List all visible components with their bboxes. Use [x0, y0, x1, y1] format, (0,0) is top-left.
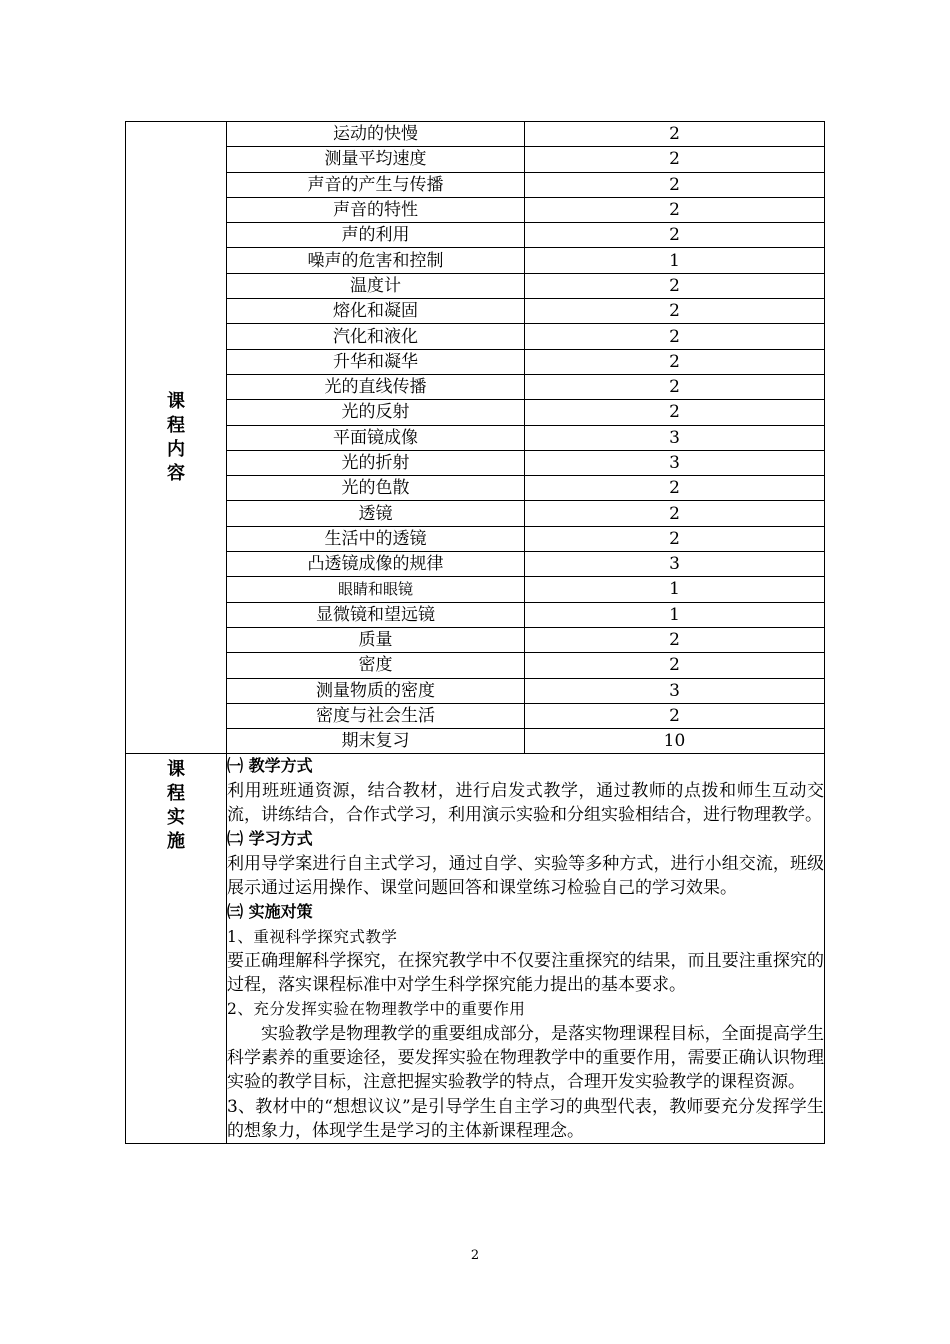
strategy-2-title: 2、充分发挥实验在物理教学中的重要作用: [227, 1000, 526, 1019]
table-row: [227, 678, 824, 703]
lesson-topic: 生活中的透镜: [227, 526, 525, 551]
table-row: [227, 248, 824, 273]
label-char: 实: [167, 807, 185, 829]
lesson-topic: 噪声的危害和控制: [227, 248, 525, 273]
lesson-topic: 升华和凝华: [227, 349, 525, 374]
lesson-topic: 熔化和凝固: [227, 299, 525, 324]
lesson-topic: 测量物质的密度: [227, 678, 525, 703]
label-char: 程: [167, 783, 185, 805]
lesson-hours: 2: [525, 172, 825, 197]
lesson-hours: 1: [525, 602, 825, 627]
table-row: [227, 349, 824, 374]
table-row: [227, 627, 824, 652]
lesson-hours: 2: [525, 627, 825, 652]
label-char: 内: [167, 438, 185, 460]
lesson-hours: 2: [525, 703, 825, 728]
label-char: 容: [167, 462, 185, 484]
lesson-topic: 期末复习: [227, 729, 525, 754]
lesson-hours: 2: [525, 223, 825, 248]
lesson-topic: 光的直线传播: [227, 374, 525, 399]
strategy-2-text: 实验教学是物理教学的重要组成部分，是落实物理课程目标，全面提高学生科学素养的重要途径，要发挥实验在物理教学中的重要作用，需要正确认识物理实验的教学目标，注意把握实验教学的特点，合理开发实验教学的课程资源。: [227, 1023, 824, 1093]
lesson-hours: 2: [525, 653, 825, 678]
lesson-topic: 质量: [227, 627, 525, 652]
table-row: [227, 552, 824, 577]
label-char: 课: [167, 759, 185, 781]
table-row: [227, 324, 824, 349]
table-row: [227, 602, 824, 627]
label-char: 程: [167, 414, 185, 436]
lesson-topic: 光的折射: [227, 450, 525, 475]
table-row: [227, 122, 824, 147]
lesson-topic: 汽化和液化: [227, 324, 525, 349]
table-row: [227, 703, 824, 728]
lesson-hours: 10: [663, 731, 686, 752]
table-row: [227, 577, 824, 602]
lesson-hours: 2: [525, 147, 825, 172]
table-row: [227, 653, 824, 678]
lesson-hours: 1: [525, 577, 825, 602]
lesson-hours: 2: [525, 273, 825, 298]
course-content-row: [126, 122, 825, 754]
table-row: [227, 476, 824, 501]
lesson-hours: 2: [525, 122, 825, 147]
strategy-1-text: 要正确理解科学探究，在探究教学中不仅要注重探究的结果，而且要注重探究的过程，落实课程标准中对学生科学探究能力提出的基本要求。: [227, 950, 824, 996]
course-implementation-row: [126, 754, 825, 1144]
page-number: 2: [470, 1248, 480, 1263]
lesson-hours: 2: [525, 501, 825, 526]
lesson-topic: 声音的特性: [227, 197, 525, 222]
lesson-hours: 3: [525, 425, 825, 450]
lesson-topic: 声的利用: [227, 223, 525, 248]
lesson-hours: 2: [525, 324, 825, 349]
table-row: [227, 400, 824, 425]
strategy-3-text: 3、教材中的“想想议议”是引导学生自主学习的典型代表，教师要充分发挥学生的想象力，体现学生是学习的主体新课程理念。: [227, 1096, 824, 1141]
lesson-topic: 温度计: [227, 273, 525, 298]
lesson-topic: 运动的快慢: [227, 122, 525, 147]
lesson-topic: 光的反射: [227, 400, 525, 425]
lesson-hours: 3: [525, 450, 825, 475]
lesson-topic: 声音的产生与传播: [227, 172, 525, 197]
lesson-table: [227, 122, 824, 753]
table-row: [227, 197, 824, 222]
course-table: [125, 121, 825, 1144]
course-content-label: [126, 122, 227, 754]
section-heading-strategies: ㈢ 实施对策: [227, 902, 313, 922]
table-row: [227, 425, 824, 450]
section-heading-teaching-method: ㈠ 教学方式: [227, 756, 313, 776]
lesson-topic: 眼睛和眼镜: [227, 577, 525, 602]
lesson-hours: 1: [525, 248, 825, 273]
table-row: [227, 374, 824, 399]
lesson-hours: 2: [525, 476, 825, 501]
lesson-hours: 3: [525, 552, 825, 577]
label-char: 课: [167, 390, 185, 412]
lesson-list-cell: [227, 122, 825, 754]
lesson-hours: 2: [525, 526, 825, 551]
table-row: [227, 147, 824, 172]
lesson-topic: 光的色散: [227, 476, 525, 501]
lesson-hours: 2: [525, 374, 825, 399]
lesson-topic: 密度与社会生活: [227, 703, 525, 728]
lesson-topic: 凸透镜成像的规律: [227, 552, 525, 577]
learning-method-text: 利用导学案进行自主式学习，通过自学、实验等多种方式，进行小组交流，班级展示通过运用操作、课堂问题回答和课堂练习检验自己的学习效果。: [227, 853, 824, 898]
table-row: [227, 526, 824, 551]
table-row: [227, 501, 824, 526]
table-row: [227, 450, 824, 475]
table-row: [227, 299, 824, 324]
label-char: 施: [167, 831, 185, 853]
lesson-hours: 2: [525, 349, 825, 374]
lesson-topic: 密度: [227, 653, 525, 678]
table-row: [227, 273, 824, 298]
lesson-hours: 3: [525, 678, 825, 703]
strategy-1-title: 1、重视科学探究式教学: [227, 927, 398, 946]
section-heading-learning-method: ㈡ 学习方式: [227, 829, 313, 849]
lesson-hours: 2: [525, 400, 825, 425]
lesson-hours: 2: [525, 197, 825, 222]
lesson-topic: 平面镜成像: [227, 425, 525, 450]
table-row: [227, 729, 824, 754]
lesson-topic: 透镜: [227, 501, 525, 526]
teaching-method-text: 利用班班通资源，结合教材，进行启发式教学，通过教师的点拨和师生互动交流，讲练结合，合作式学习，利用演示实验和分组实验相结合，进行物理教学。: [227, 780, 824, 826]
table-row: [227, 172, 824, 197]
lesson-topic: 测量平均速度: [227, 147, 525, 172]
course-implementation-label: [126, 754, 227, 1144]
lesson-hours: 2: [525, 299, 825, 324]
implementation-body: [227, 754, 825, 1144]
lesson-topic: 显微镜和望远镜: [227, 602, 525, 627]
table-row: [227, 223, 824, 248]
